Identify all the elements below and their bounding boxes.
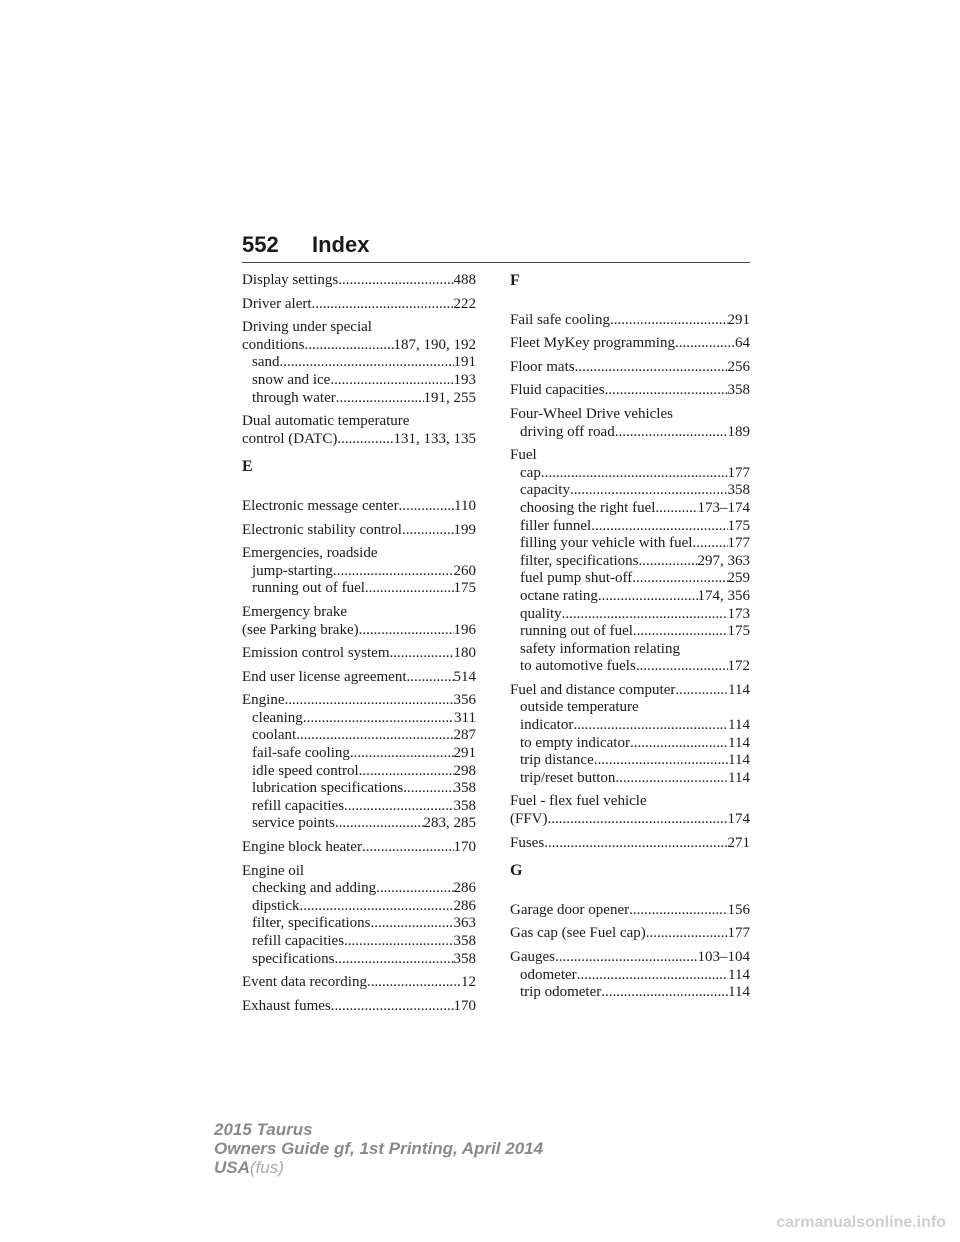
dot-leader xyxy=(337,431,393,449)
entry-label: Fail safe cooling xyxy=(510,311,610,328)
footer-region: USA(fus) xyxy=(214,1158,284,1177)
entry-label: conditions xyxy=(242,336,305,353)
index-entry xyxy=(242,545,476,598)
index-entry-line xyxy=(510,811,750,829)
index-column-left xyxy=(242,272,476,1021)
dot-leader xyxy=(300,898,454,916)
dot-leader xyxy=(655,500,697,518)
index-subentry-line xyxy=(510,500,750,518)
entry-label: lubrication specifications xyxy=(252,780,404,797)
dot-leader xyxy=(610,312,728,330)
index-subentry-line xyxy=(510,606,750,624)
dot-leader xyxy=(633,623,728,641)
dot-leader xyxy=(562,606,728,624)
entry-label: coolant xyxy=(252,727,297,744)
dot-leader xyxy=(333,563,454,581)
entry-label: fail-safe cooling xyxy=(252,745,350,762)
index-subentry-line xyxy=(510,424,750,442)
page-reference: 110 xyxy=(454,497,476,514)
entry-label: trip/reset button xyxy=(520,769,616,786)
dot-leader xyxy=(403,780,453,798)
index-entry xyxy=(242,522,476,540)
page-reference: 291 xyxy=(453,745,476,762)
entry-label: driving off road xyxy=(520,423,615,440)
dot-leader xyxy=(336,390,424,408)
index-subentry-line xyxy=(242,372,476,390)
entry-label: running out of fuel xyxy=(520,623,633,640)
dot-leader xyxy=(285,692,454,710)
entry-label: Gauges xyxy=(510,949,555,965)
document-footer xyxy=(214,1120,543,1177)
entry-label: filter, specifications xyxy=(520,552,639,569)
index-subentry-line xyxy=(242,780,476,798)
dot-leader xyxy=(646,925,728,943)
index-subentry-line xyxy=(510,482,750,500)
dot-leader xyxy=(331,998,454,1016)
index-entry-line xyxy=(242,863,476,881)
index-entry xyxy=(242,296,476,314)
dot-leader xyxy=(692,535,727,553)
dot-leader xyxy=(575,359,728,377)
index-entry-line xyxy=(242,431,476,449)
page-reference: 114 xyxy=(728,769,750,786)
index-entry-line xyxy=(510,406,750,424)
page-reference: 174, 356 xyxy=(697,587,750,604)
index-entry-line xyxy=(242,522,476,540)
index-entry-line xyxy=(242,604,476,622)
page-reference: 103–104 xyxy=(697,949,750,965)
index-entry xyxy=(510,447,750,676)
dot-leader xyxy=(570,482,728,500)
page-reference: 363 xyxy=(453,915,476,932)
page-reference: 358 xyxy=(453,933,476,949)
entry-label: trip distance xyxy=(520,752,594,769)
index-subentry-line xyxy=(510,570,750,588)
index-subentry-line xyxy=(242,563,476,581)
entry-label: Fuses xyxy=(510,834,545,851)
entry-label: Fleet MyKey programming xyxy=(510,335,675,352)
page-reference: 177 xyxy=(727,535,750,552)
index-entry xyxy=(242,863,476,969)
index-entry xyxy=(510,312,750,330)
entry-label: Display settings xyxy=(242,272,339,288)
entry-label: to empty indicator xyxy=(520,734,630,751)
entry-label: checking and adding xyxy=(252,880,377,897)
dot-leader xyxy=(639,553,698,571)
entry-label: cap xyxy=(520,464,541,481)
entry-label: safety information relating xyxy=(520,640,680,657)
index-entry xyxy=(510,335,750,353)
dot-leader xyxy=(280,354,454,372)
entry-label: service points xyxy=(252,815,335,832)
entry-label: Gas cap (see Fuel cap) xyxy=(510,925,646,942)
dot-leader xyxy=(636,658,728,676)
page-reference: 173 xyxy=(727,605,750,622)
index-subentry-line xyxy=(510,967,750,985)
dot-leader xyxy=(615,424,728,442)
page-reference: 114 xyxy=(728,752,750,769)
page-reference: 283, 285 xyxy=(423,815,476,832)
entry-label: Electronic stability control xyxy=(242,521,402,538)
page-reference: 12 xyxy=(461,974,476,991)
entry-label: refill capacities xyxy=(252,933,345,949)
entry-label: filler funnel xyxy=(520,517,592,534)
entry-label: Event data recording xyxy=(242,974,367,991)
dot-leader xyxy=(296,727,453,745)
index-subentry-line xyxy=(242,898,476,916)
dot-leader xyxy=(350,745,454,763)
page-reference: 259 xyxy=(727,570,750,587)
index-subentry-line xyxy=(510,735,750,753)
footer-region-code: (fus) xyxy=(249,1158,284,1177)
page-reference: 514 xyxy=(453,668,476,685)
index-subentry-line xyxy=(242,880,476,898)
index-subentry-line xyxy=(510,623,750,641)
entry-label: trip odometer xyxy=(520,984,602,1001)
page-reference: 271 xyxy=(727,834,750,851)
dot-leader xyxy=(344,798,453,816)
section-letter: G xyxy=(510,862,523,880)
index-entry xyxy=(242,319,476,407)
dot-leader xyxy=(399,498,454,516)
page-reference: 173–174 xyxy=(697,499,750,516)
entry-label: Fluid capacities xyxy=(510,382,605,399)
page-reference: 177 xyxy=(727,925,750,942)
entry-label: through water xyxy=(252,389,336,406)
entry-label: Fuel - flex fuel vehicle xyxy=(510,793,647,810)
dot-leader xyxy=(544,835,727,853)
dot-leader xyxy=(305,337,394,355)
entry-label: Engine block heater xyxy=(242,839,362,856)
index-entry-line xyxy=(510,925,750,943)
index-entry-line xyxy=(510,312,750,330)
index-entry xyxy=(242,669,476,687)
index-entry-line xyxy=(510,382,750,400)
page-reference: 114 xyxy=(728,681,750,698)
page-reference: 187, 190, 192 xyxy=(393,336,476,353)
page-reference: 175 xyxy=(727,623,750,640)
index-entry-line xyxy=(242,692,476,710)
page-reference: 358 xyxy=(727,382,750,399)
index-subentry-line xyxy=(242,798,476,816)
index-entry xyxy=(510,406,750,441)
index-entry-line xyxy=(242,645,476,663)
index-entry-line xyxy=(510,682,750,700)
page-reference: 175 xyxy=(453,580,476,597)
page-header xyxy=(242,228,750,263)
entry-label: Fuel and distance computer xyxy=(510,681,676,698)
dot-leader xyxy=(615,770,728,788)
page-reference: 199 xyxy=(453,521,476,538)
dot-leader xyxy=(573,717,728,735)
page-reference: 172 xyxy=(727,658,750,675)
index-entry xyxy=(242,645,476,663)
page-reference: 189 xyxy=(727,423,750,440)
entry-label: running out of fuel xyxy=(252,580,365,597)
dot-leader xyxy=(365,580,454,598)
dot-leader xyxy=(594,752,728,770)
dot-leader xyxy=(591,518,727,536)
index-entry-line xyxy=(242,839,476,857)
entry-label: Emergencies, roadside xyxy=(242,545,378,562)
index-subentry-line xyxy=(510,752,750,770)
entry-label: idle speed control xyxy=(252,762,359,779)
entry-label: Engine oil xyxy=(242,862,305,879)
dot-leader xyxy=(407,669,454,687)
entry-label: to automotive fuels xyxy=(520,658,636,675)
page-title: Index xyxy=(312,232,370,257)
index-subentry-line xyxy=(242,951,476,969)
entry-label: snow and ice xyxy=(252,371,331,388)
site-watermark: carmanualsonline.info xyxy=(776,1214,946,1231)
dot-leader xyxy=(367,974,461,992)
dot-leader xyxy=(675,682,728,700)
index-subentry-line xyxy=(242,815,476,833)
index-entry xyxy=(242,974,476,992)
page-reference: 170 xyxy=(453,839,476,856)
entry-label: refill capacities xyxy=(252,797,345,814)
page-reference: 291 xyxy=(727,311,750,328)
dot-leader xyxy=(359,763,454,781)
index-subentry-line xyxy=(242,710,476,728)
page-reference: 180 xyxy=(453,645,476,662)
index-subentry-line xyxy=(242,915,476,933)
index-entry xyxy=(242,839,476,857)
entry-label: Driving under special xyxy=(242,319,372,336)
index-subentry-line xyxy=(242,763,476,781)
page-reference: 191 xyxy=(453,354,476,371)
index-subentry-line xyxy=(510,535,750,553)
entry-label: Engine xyxy=(242,692,285,709)
index-entry-line xyxy=(510,335,750,353)
page-reference: 114 xyxy=(728,734,750,751)
page-reference: 131, 133, 135 xyxy=(393,430,476,447)
index-subentry-line xyxy=(242,933,476,951)
entry-label: Electronic message center xyxy=(242,497,399,514)
dot-leader xyxy=(629,902,727,920)
index-entry-line xyxy=(242,974,476,992)
index-subentry-line xyxy=(510,465,750,483)
page-reference: 286 xyxy=(453,880,476,897)
index-subentry-line xyxy=(242,390,476,408)
page-reference: 358 xyxy=(453,780,476,797)
index-entry-line xyxy=(242,545,476,563)
page-reference: 64 xyxy=(735,335,750,352)
dot-leader xyxy=(334,951,453,969)
dot-leader xyxy=(598,588,698,606)
index-subentry-line xyxy=(510,588,750,606)
dot-leader xyxy=(362,839,454,857)
dot-leader xyxy=(330,372,453,390)
index-entry-line xyxy=(242,622,476,640)
index-subentry-line xyxy=(242,745,476,763)
dot-leader xyxy=(376,880,453,898)
index-entry-line xyxy=(242,296,476,314)
index-entry-line xyxy=(510,902,750,920)
page-reference: 298 xyxy=(453,762,476,779)
dot-leader xyxy=(303,710,454,728)
index-subentry-line xyxy=(510,553,750,571)
page-reference: 286 xyxy=(453,897,476,914)
dot-leader xyxy=(390,645,454,663)
dot-leader xyxy=(371,915,454,933)
index-entry xyxy=(510,949,750,1002)
page-reference: 358 xyxy=(727,482,750,499)
index-entry-line xyxy=(242,413,476,431)
index-entry-line xyxy=(242,272,476,290)
index-subentry-line xyxy=(510,770,750,788)
entry-label: cleaning xyxy=(252,709,303,726)
index-subentry-line xyxy=(242,354,476,372)
entry-label: choosing the right fuel xyxy=(520,499,656,516)
index-entry xyxy=(510,902,750,920)
page-reference: 287 xyxy=(453,727,476,744)
index-subentry-line xyxy=(510,717,750,735)
page-reference: 174 xyxy=(727,811,750,828)
index-entry xyxy=(242,498,476,516)
page-reference: 175 xyxy=(727,517,750,534)
dot-leader xyxy=(335,815,424,833)
entry-label: control (DATC) xyxy=(242,430,338,447)
page-reference: 222 xyxy=(453,295,476,312)
index-subentry-line xyxy=(242,580,476,598)
page-reference: 191, 255 xyxy=(423,389,476,406)
dot-leader xyxy=(605,382,728,400)
entry-label: sand xyxy=(252,354,280,371)
dot-leader xyxy=(338,272,453,290)
page-reference: 297, 363 xyxy=(697,552,750,569)
index-entry-line xyxy=(510,949,750,967)
index-entry xyxy=(510,925,750,943)
dot-leader xyxy=(548,811,728,829)
entry-label: specifications xyxy=(252,950,335,967)
entry-label: Garage door opener xyxy=(510,901,630,918)
entry-label: Emission control system xyxy=(242,645,390,662)
index-entry-line xyxy=(242,498,476,516)
entry-label: (see Parking brake) xyxy=(242,621,359,638)
entry-label: octane rating xyxy=(520,587,598,604)
page-reference: 114 xyxy=(728,966,750,983)
index-column-right xyxy=(510,272,750,1008)
section-letter: F xyxy=(510,272,520,289)
index-entry xyxy=(242,604,476,639)
dot-leader xyxy=(675,335,735,353)
index-entry-line xyxy=(510,793,750,811)
dot-leader xyxy=(312,296,454,314)
entry-label: dipstick xyxy=(252,897,300,914)
page-reference: 488 xyxy=(453,272,476,288)
entry-label: End user license agreement xyxy=(242,668,407,685)
page-number: 552 xyxy=(242,232,279,257)
entry-label: quality xyxy=(520,605,562,622)
page-reference: 256 xyxy=(727,358,750,375)
dot-leader xyxy=(344,933,453,951)
index-entry xyxy=(510,382,750,400)
index-subentry-line xyxy=(510,984,750,1002)
dot-leader xyxy=(555,949,698,967)
dot-leader xyxy=(632,570,727,588)
index-entry-line xyxy=(242,337,476,355)
page-reference: 260 xyxy=(453,562,476,579)
dot-leader xyxy=(541,465,728,483)
entry-label: Fuel xyxy=(510,447,537,464)
entry-label: Floor mats xyxy=(510,358,575,375)
index-entry xyxy=(242,998,476,1016)
entry-label: (FFV) xyxy=(510,811,548,828)
index-entry xyxy=(242,692,476,833)
entry-label: Emergency brake xyxy=(242,603,348,620)
entry-label: fuel pump shut-off xyxy=(520,570,633,587)
entry-label: indicator xyxy=(520,717,574,734)
entry-label: jump-starting xyxy=(252,562,333,579)
entry-label: filter, specifications xyxy=(252,915,371,932)
index-subentry-line xyxy=(510,699,750,717)
index-subentry-line xyxy=(242,727,476,745)
page-reference: 170 xyxy=(453,997,476,1014)
entry-label: outside temperature xyxy=(520,699,639,716)
index-entry-line xyxy=(510,359,750,377)
entry-label: Exhaust fumes xyxy=(242,997,331,1014)
index-entry-line xyxy=(510,447,750,465)
page-reference: 114 xyxy=(728,717,750,734)
index-entry xyxy=(510,359,750,377)
index-entry xyxy=(510,835,750,853)
index-entry xyxy=(242,272,476,290)
index-entry-line xyxy=(242,998,476,1016)
index-subentry-line xyxy=(510,658,750,676)
entry-label: capacity xyxy=(520,482,570,499)
entry-label: Four-Wheel Drive vehicles xyxy=(510,405,673,422)
index-entry xyxy=(510,682,750,788)
page-reference: 196 xyxy=(453,621,476,638)
index-subentry-line xyxy=(510,641,750,659)
index-entry-line xyxy=(242,669,476,687)
page-reference: 358 xyxy=(453,797,476,814)
dot-leader xyxy=(359,622,454,640)
page-reference: 156 xyxy=(727,901,750,918)
section-letter: E xyxy=(242,458,253,476)
page-reference: 356 xyxy=(453,692,476,709)
dot-leader xyxy=(601,984,728,1002)
dot-leader xyxy=(402,522,454,540)
index-entry xyxy=(242,413,476,448)
footer-model: 2015 Taurus xyxy=(214,1120,313,1139)
page-reference: 311 xyxy=(454,709,476,726)
page-reference: 177 xyxy=(727,464,750,481)
dot-leader xyxy=(577,967,728,985)
index-subentry-line xyxy=(510,518,750,536)
entry-label: odometer xyxy=(520,966,577,983)
page-reference: 114 xyxy=(728,984,750,1001)
footer-guide-edition: Owners Guide gf, 1st Printing, April 2014 xyxy=(214,1139,544,1158)
dot-leader xyxy=(630,735,728,753)
entry-label: filling your vehicle with fuel xyxy=(520,535,693,552)
entry-label: Dual automatic temperature xyxy=(242,413,410,430)
page-reference: 193 xyxy=(453,371,476,388)
index-entry-line xyxy=(242,319,476,337)
index-entry xyxy=(510,793,750,828)
index-entry-line xyxy=(510,835,750,853)
page-reference: 358 xyxy=(453,950,476,967)
entry-label: Driver alert xyxy=(242,295,312,312)
